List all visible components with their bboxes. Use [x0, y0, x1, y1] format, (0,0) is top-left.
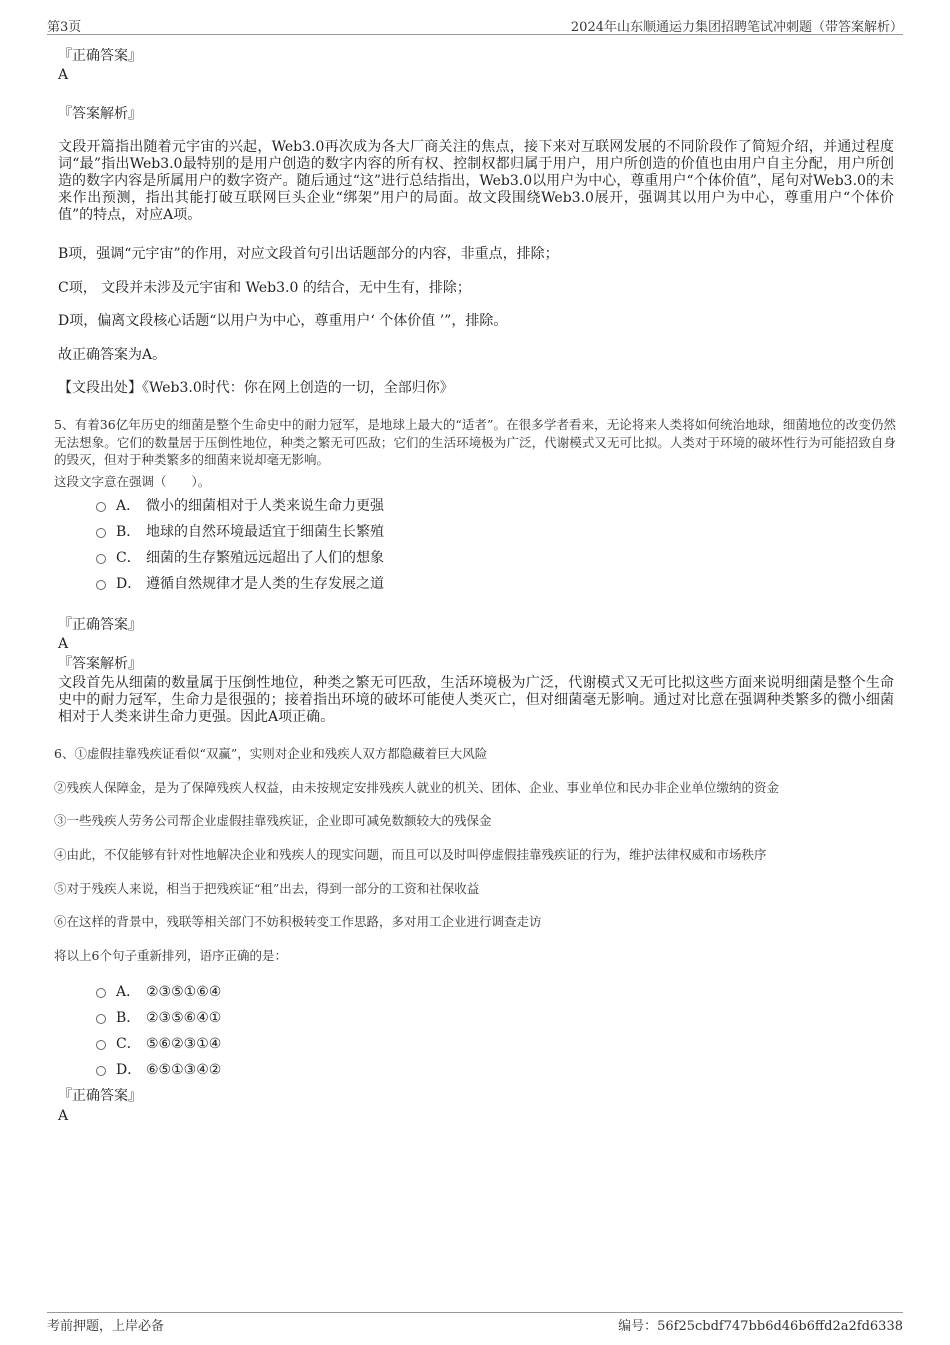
q5-option-a[interactable]: A． 微小的细菌相对于人类来说生命力更强 [96, 496, 384, 516]
analysis-paragraph: 文段首先从细菌的数量属于压倒性地位，种类之繁无可匹敌，生活环境极为广泛，代谢模式又无可比拟这些方面来说明细菌是整个生命史中的耐力冠军，生命力是很强的；接着指出环境的破坏可能使人类灭亡，但对细菌毫无影响。通过对比意在强调种类繁多的微小细菌相对于人类来讲生命力更强。因此A项正确。 [58, 675, 894, 725]
q5-option-d[interactable]: D． 遵循自然规律才是人类的生存发展之道 [96, 574, 384, 594]
answer-label: 『正确答案』 [58, 617, 142, 633]
page-footer [47, 1312, 903, 1335]
q6-option-d[interactable]: D． ⑥⑤①③④② [96, 1060, 221, 1080]
radio-icon[interactable] [96, 580, 106, 590]
question-5-prompt: 这段文字意在强调（ ）。 [54, 474, 211, 489]
radio-icon[interactable] [96, 528, 106, 538]
q5-option-b[interactable]: B． 地球的自然环境最适宜于细菌生长繁殖 [96, 522, 384, 542]
q6-option-a[interactable]: A． ②③⑤①⑥④ [96, 982, 221, 1002]
page-header [47, 14, 903, 35]
page-number: 第3页 [47, 20, 82, 35]
answer-value: A [58, 67, 69, 83]
radio-icon[interactable] [96, 988, 106, 998]
document-title: 2024年山东顺通运力集团招聘笔试冲刺题（带答案解析） [570, 20, 903, 35]
answer-label: 『正确答案』 [58, 48, 142, 64]
radio-icon[interactable] [96, 1014, 106, 1024]
footer-slogan: 考前押题，上岸必备 [47, 1319, 165, 1334]
analysis-option-c: C项， 文段并未涉及元宇宙和 Web3.0 的结合，无中生有，排除； [58, 280, 471, 296]
document-code: 编号：56f25cbdf747bb6d46b6ffd2a2fd6338 [618, 1319, 903, 1334]
analysis-label: 『答案解析』 [58, 656, 142, 672]
sentence-5: ⑤对于残疾人来说，相当于把残疾证“租”出去，得到一部分的工资和社保收益 [54, 881, 480, 896]
analysis-conclusion: 故正确答案为A。 [58, 347, 167, 363]
answer-label: 『正确答案』 [58, 1088, 142, 1104]
radio-icon[interactable] [96, 1066, 106, 1076]
answer-value: A [58, 1108, 69, 1124]
analysis-label: 『答案解析』 [58, 106, 142, 122]
source-note: 【文段出处】《Web3.0时代：你在网上创造的一切，全部归你》 [58, 380, 454, 396]
question-5-stem: 5、有着36亿年历史的细菌是整个生命史中的耐力冠军，是地球上最大的“适者”。在很多学者看来，无论将来人类将如何统治地球，细菌地位的改变仍然无法想象。它们的数量居于压倒性地位，种类之繁无可匹敌；它们的生活环境极为广泛，代谢模式又无可比拟。人类对于环境的破坏性行为可能招致自身的毁灭，但对于种类繁多的细菌来说却毫无影响。 [54, 417, 896, 467]
sentence-1: 6、①虚假挂靠残疾证看似“双赢”，实则对企业和残疾人双方都隐藏着巨大风险 [54, 746, 488, 761]
sentence-2: ②残疾人保障金，是为了保障残疾人权益，由未按规定安排残疾人就业的机关、团体、企业、事业单位和民办非企业单位缴纳的资金 [54, 780, 780, 795]
radio-icon[interactable] [96, 554, 106, 564]
radio-icon[interactable] [96, 1040, 106, 1050]
sentence-4: ④由此，不仅能够有针对性地解决企业和残疾人的现实问题，而且可以及时叫停虚假挂靠残疾证的行为，维护法律权威和市场秩序 [54, 847, 767, 862]
question-6-prompt: 将以上6个句子重新排列，语序正确的是： [54, 948, 287, 963]
q5-option-c[interactable]: C． 细菌的生存繁殖远远超出了人们的想象 [96, 548, 384, 568]
sentence-6: ⑥在这样的背景中，残联等相关部门不妨积极转变工作思路，多对用工企业进行调查走访 [54, 914, 542, 929]
analysis-option-d: D项，偏离文段核心话题“以用户为中心，尊重用户‘ 个体价值 ’”，排除。 [58, 313, 508, 329]
q6-option-b[interactable]: B． ②③⑤⑥④① [96, 1008, 221, 1028]
analysis-paragraph: 文段开篇指出随着元宇宙的兴起，Web3.0再次成为各大厂商关注的焦点，接下来对互联网发展的不同阶段作了简短介绍，并通过程度词“最”指出Web3.0最特别的是用户创造的数字内容的所有权、控制权都归属于用户，用户所创造的价值也由用户自主分配，用户所创造的数字内容是所属用户的数字资产。随后通过“这”进行总结指出，Web3.0以用户为中心，尊重用户“个体价值”，尾句对Web3.0的未来作出预测，指出其能打破互联网巨头企业“绑架”用户的局面。故文段围绕Web3.0展开，强调其以用户为中心，尊重用户“个体价值”的特点，对应A项。 [58, 139, 894, 223]
analysis-option-b: B项，强调“元宇宙”的作用，对应文段首句引出话题部分的内容，非重点，排除； [58, 246, 559, 262]
sentence-3: ③一些残疾人劳务公司帮企业虚假挂靠残疾证，企业即可减免数额较大的残保金 [54, 813, 492, 828]
answer-value: A [58, 636, 69, 652]
q6-option-c[interactable]: C． ⑤⑥②③①④ [96, 1034, 221, 1054]
radio-icon[interactable] [96, 502, 106, 512]
